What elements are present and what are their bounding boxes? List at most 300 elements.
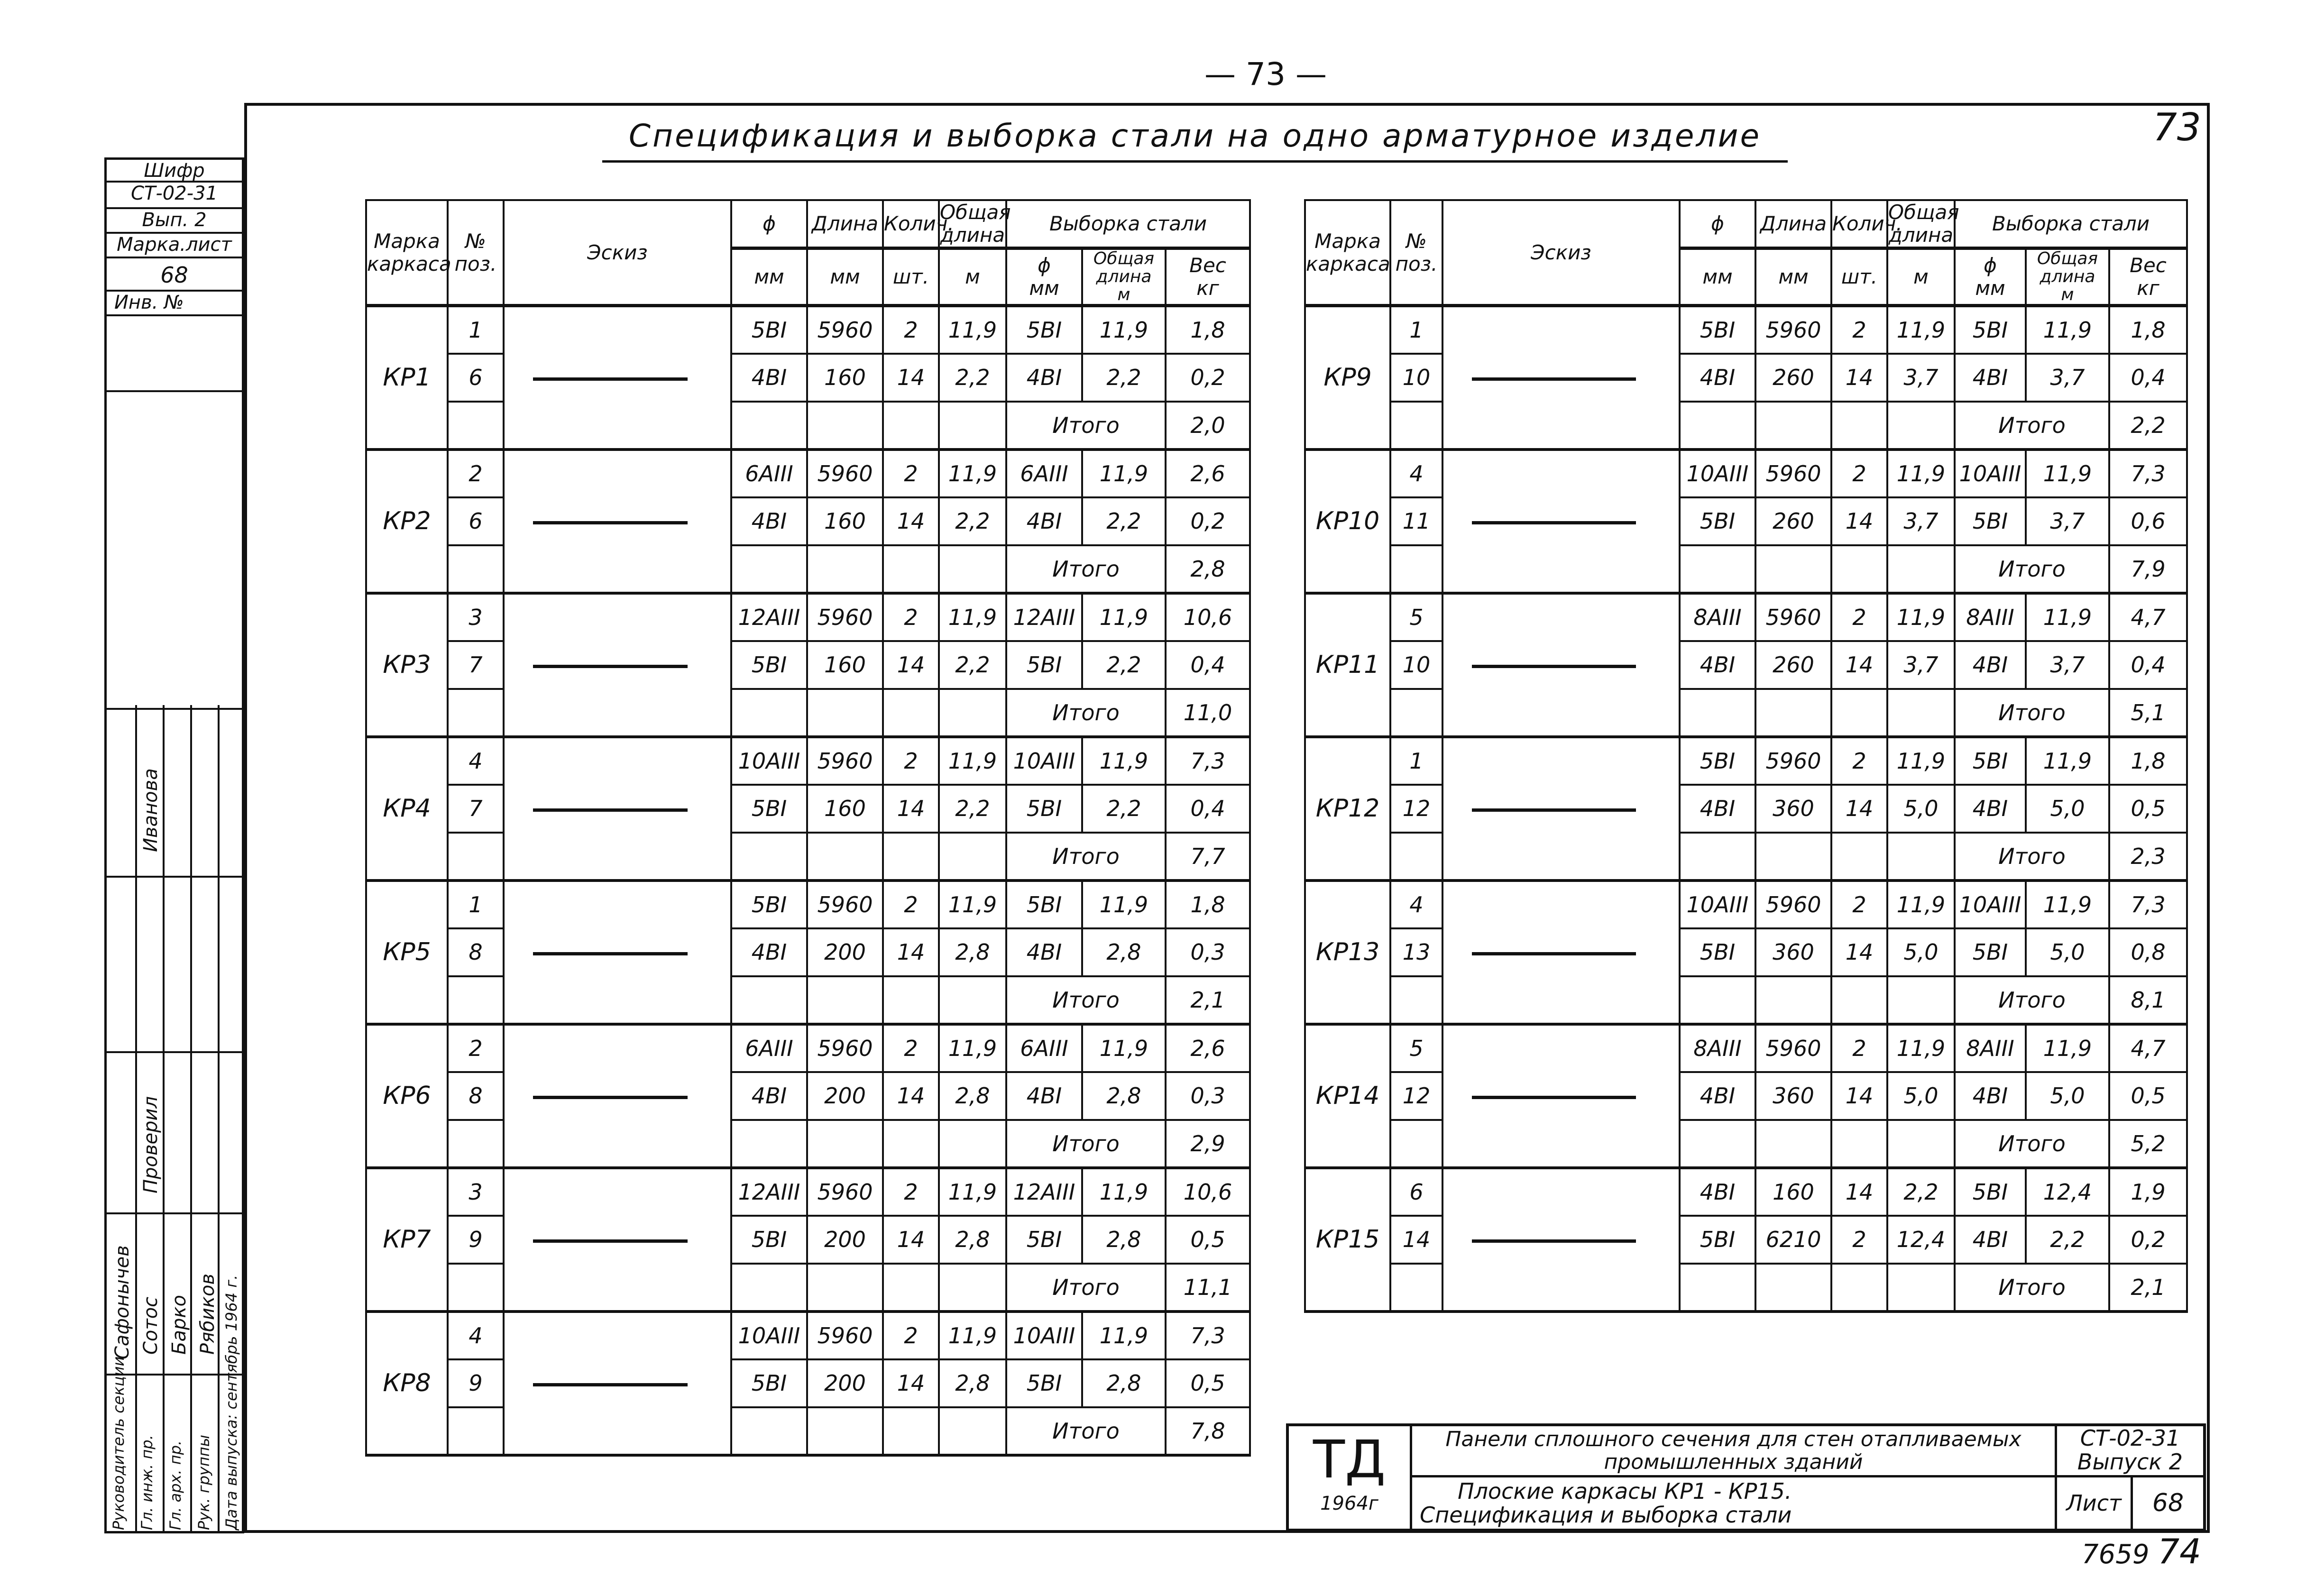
- role-4: Рук. группы: [195, 1434, 213, 1530]
- name-ryabikov: Рябиков: [197, 1273, 219, 1355]
- sel-total-length-cell: 5,0: [2026, 1072, 2109, 1120]
- empty-cell: [731, 689, 807, 737]
- table-row: [1305, 737, 2187, 785]
- phi-cell: 10АIII: [1680, 449, 1755, 497]
- total-length-cell: 5,0: [1887, 928, 1955, 976]
- qty-cell: 14: [1831, 1072, 1887, 1120]
- length-cell: 5960: [807, 449, 883, 497]
- total-label: Итого: [1955, 976, 2109, 1024]
- phi-cell: 4ВI: [1680, 785, 1755, 833]
- sketch-cell: [504, 1312, 731, 1455]
- pos-cell: 8: [448, 928, 504, 976]
- total-length-cell: 2,2: [939, 354, 1006, 402]
- empty-cell: [1680, 976, 1755, 1024]
- weight-cell: 4,7: [2109, 1024, 2187, 1072]
- rebar-sketch: [1472, 521, 1636, 524]
- side-hline-3: [107, 1212, 242, 1214]
- empty-cell: [807, 1407, 883, 1455]
- empty-cell: [731, 545, 807, 593]
- total-length-cell: 3,7: [1887, 497, 1955, 545]
- empty-cell: [448, 1120, 504, 1168]
- sketch-cell: [504, 881, 731, 1024]
- tb-sheet-label: Лист: [2057, 1477, 2133, 1529]
- qty-cell: 2: [883, 1168, 939, 1216]
- empty-cell: [883, 545, 939, 593]
- length-cell: 260: [1755, 641, 1831, 689]
- rebar-sketch: [1472, 665, 1636, 668]
- sel-phi-cell: 5ВI: [1955, 928, 2026, 976]
- logo-cell: [1289, 1426, 1412, 1529]
- frame-mark: КР15: [1305, 1168, 1390, 1312]
- length-cell: 5960: [1755, 737, 1831, 785]
- weight-cell: 1,8: [2109, 737, 2187, 785]
- length-cell: 5960: [1755, 1024, 1831, 1072]
- weight-cell: 7,3: [2109, 449, 2187, 497]
- length-cell: 260: [1755, 354, 1831, 402]
- rebar-sketch: [533, 665, 688, 668]
- length-cell: 5960: [807, 306, 883, 354]
- table-row: [1305, 1216, 2187, 1264]
- table-row: [366, 497, 1250, 545]
- length-cell: 160: [1755, 1168, 1831, 1216]
- phi-cell: 8АIII: [1680, 593, 1755, 641]
- sel-phi-cell: 5ВI: [1006, 1216, 1082, 1264]
- qty-cell: 14: [1831, 354, 1887, 402]
- total-row: [1305, 545, 2187, 593]
- qty-cell: 2: [1831, 1216, 1887, 1264]
- unit-qty: шт.: [883, 248, 939, 306]
- sel-phi-cell: 5ВI: [1955, 1168, 2026, 1216]
- qty-cell: 14: [1831, 785, 1887, 833]
- pos-cell: 8: [448, 1072, 504, 1120]
- frame-mark: КР1: [366, 306, 448, 449]
- total-weight: 7,9: [2109, 545, 2187, 593]
- page-number: — 73 —: [1204, 56, 1327, 92]
- length-cell: 5960: [1755, 881, 1831, 928]
- empty-cell: [1680, 545, 1755, 593]
- total-length-cell: 5,0: [1887, 1072, 1955, 1120]
- length-cell: 5960: [807, 1024, 883, 1072]
- empty-cell: [807, 689, 883, 737]
- total-length-cell: 11,9: [939, 1024, 1006, 1072]
- sel-phi-cell: 4ВI: [1955, 1072, 2026, 1120]
- empty-cell: [807, 976, 883, 1024]
- total-length-cell: 11,9: [939, 449, 1006, 497]
- length-cell: 6210: [1755, 1216, 1831, 1264]
- empty-cell: [883, 402, 939, 449]
- table-row: [366, 1024, 1250, 1072]
- empty-cell: [883, 833, 939, 881]
- role-2: Гл. инж. пр.: [138, 1435, 156, 1530]
- total-length-cell: 2,8: [939, 1072, 1006, 1120]
- sketch-cell: [1443, 737, 1680, 881]
- sel-totallen-unit: м: [2061, 285, 2074, 304]
- qty-cell: 2: [883, 593, 939, 641]
- phi-cell: 10АIII: [731, 1312, 807, 1359]
- total-length-cell: 2,8: [939, 1216, 1006, 1264]
- total-label: Итого: [1006, 1264, 1166, 1312]
- frame-mark: КР8: [366, 1312, 448, 1455]
- total-length-cell: 2,2: [939, 497, 1006, 545]
- weight-cell: 0,4: [1166, 785, 1250, 833]
- col-sketch-header: Эскиз: [504, 200, 731, 306]
- side-stamp: [104, 157, 244, 1533]
- role-3: Гл. арх. пр.: [166, 1440, 184, 1530]
- length-cell: 5960: [807, 737, 883, 785]
- table-row: [1305, 785, 2187, 833]
- phi-cell: 5ВI: [731, 306, 807, 354]
- length-cell: 5960: [1755, 306, 1831, 354]
- empty-cell: [1390, 1264, 1443, 1312]
- weight-cell: 0,3: [1166, 1072, 1250, 1120]
- qty-cell: 14: [883, 928, 939, 976]
- qty-cell: 14: [883, 641, 939, 689]
- pos-cell: 3: [448, 1168, 504, 1216]
- sel-phi-cell: 4ВI: [1955, 354, 2026, 402]
- sel-total-length-cell: 11,9: [1082, 881, 1166, 928]
- total-weight: 11,1: [1166, 1264, 1250, 1312]
- name-ivanova: Иванова: [140, 768, 162, 852]
- pos-cell: 7: [448, 641, 504, 689]
- qty-cell: 14: [883, 354, 939, 402]
- code-label: Шифр: [107, 160, 242, 183]
- total-length-cell: 11,9: [1887, 737, 1955, 785]
- empty-cell: [448, 689, 504, 737]
- tb-line2: Плоские каркасы КР1 - КР15.: [1458, 1478, 1792, 1504]
- tb-issue: Выпуск 2: [2077, 1449, 2183, 1475]
- rebar-sketch: [533, 1239, 688, 1243]
- rebar-sketch: [533, 1096, 688, 1099]
- sel-phi-cell: 5ВI: [1006, 641, 1082, 689]
- table-row: [366, 641, 1250, 689]
- phi-cell: 6АIII: [731, 1024, 807, 1072]
- empty-cell: [1831, 976, 1887, 1024]
- unit-qty: шт.: [1831, 248, 1887, 306]
- sel-phi-cell: 5ВI: [1955, 306, 2026, 354]
- qty-cell: 2: [1831, 881, 1887, 928]
- length-cell: 360: [1755, 785, 1831, 833]
- side-hline-2: [107, 1051, 242, 1053]
- empty-cell: [807, 545, 883, 593]
- page-title: Спецификация и выборка стали на одно арматурное изделие: [602, 118, 1788, 163]
- sel-phi-cell: 5ВI: [1006, 881, 1082, 928]
- sel-phi-cell: 6АIII: [1006, 449, 1082, 497]
- rebar-sketch: [1472, 1096, 1636, 1099]
- sel-phi-cell: 8АIII: [1955, 1024, 2026, 1072]
- empty-cell: [1680, 833, 1755, 881]
- empty-cell: [883, 1120, 939, 1168]
- empty-cell: [731, 976, 807, 1024]
- empty-cell: [939, 976, 1006, 1024]
- empty-cell: [1755, 402, 1831, 449]
- pos-cell: 12: [1390, 1072, 1443, 1120]
- mark-sheet-label: Марка.лист: [107, 234, 242, 258]
- pos-cell: 5: [1390, 593, 1443, 641]
- unit-totallen: м: [1887, 248, 1955, 306]
- side-col-3: [190, 705, 192, 1531]
- length-cell: 260: [1755, 497, 1831, 545]
- total-length-cell: 2,2: [1887, 1168, 1955, 1216]
- pos-cell: 7: [448, 785, 504, 833]
- pos-cell: 9: [448, 1216, 504, 1264]
- total-row: [366, 1264, 1250, 1312]
- table-row: [366, 449, 1250, 497]
- empty-cell: [883, 1407, 939, 1455]
- sel-phi-cell: 5ВI: [1006, 785, 1082, 833]
- table-row: [1305, 306, 2187, 354]
- sel-phi-cell: 4ВI: [1955, 641, 2026, 689]
- empty-cell: [1680, 1120, 1755, 1168]
- empty-cell: [807, 1120, 883, 1168]
- name-safonychev: Сафонычев: [111, 1245, 133, 1359]
- rebar-sketch: [1472, 808, 1636, 812]
- length-cell: 5960: [1755, 593, 1831, 641]
- pos-cell: 2: [448, 449, 504, 497]
- empty-cell: [1887, 545, 1955, 593]
- empty-cell: [731, 1407, 807, 1455]
- empty-cell: [448, 545, 504, 593]
- total-weight: 5,2: [2109, 1120, 2187, 1168]
- role-1: Руководитель секции: [110, 1356, 128, 1530]
- tb-lines: [1412, 1477, 2057, 1529]
- qty-cell: 2: [883, 1024, 939, 1072]
- tb-code: СТ-02-31: [2080, 1425, 2180, 1451]
- sel-phi-cell: 12АIII: [1006, 1168, 1082, 1216]
- side-hline-1: [107, 876, 242, 878]
- table-row: [1305, 881, 2187, 928]
- weight-cell: 0,8: [2109, 928, 2187, 976]
- empty-cell: [1831, 545, 1887, 593]
- col-mark-header: Марка каркаса: [366, 200, 448, 306]
- col-totallen-header: Общая длина: [939, 200, 1006, 248]
- sel-phi-cell: 5ВI: [1955, 737, 2026, 785]
- sel-phi-cell: 4ВI: [1006, 354, 1082, 402]
- length-cell: 160: [807, 497, 883, 545]
- frame-mark: КР3: [366, 593, 448, 737]
- weight-cell: 0,3: [1166, 928, 1250, 976]
- pos-cell: 13: [1390, 928, 1443, 976]
- empty-cell: [883, 1264, 939, 1312]
- sel-phi-cell: 6АIII: [1006, 1024, 1082, 1072]
- total-length-cell: 3,7: [1887, 641, 1955, 689]
- sel-totallen-unit: м: [1117, 285, 1130, 304]
- empty-cell: [1887, 1120, 1955, 1168]
- frame-mark: КР2: [366, 449, 448, 593]
- sel-total-length-cell: 11,9: [1082, 1168, 1166, 1216]
- empty-cell: [1755, 976, 1831, 1024]
- table-row: [366, 1359, 1250, 1407]
- total-label: Итого: [1006, 833, 1166, 881]
- total-label: Итого: [1006, 402, 1166, 449]
- footer-code-num: 7659: [2082, 1539, 2150, 1570]
- length-cell: 5960: [807, 593, 883, 641]
- qty-cell: 14: [1831, 1168, 1887, 1216]
- pos-cell: 10: [1390, 354, 1443, 402]
- total-length-cell: 11,9: [939, 737, 1006, 785]
- sel-total-length-cell: 11,9: [1082, 737, 1166, 785]
- empty-cell: [807, 833, 883, 881]
- unit-totallen: м: [939, 248, 1006, 306]
- sel-total-length-cell: 11,9: [1082, 1024, 1166, 1072]
- blank-box: [107, 392, 242, 710]
- rebar-sketch: [1472, 377, 1636, 381]
- table-row: [366, 306, 1250, 354]
- side-col-4: [218, 705, 220, 1531]
- sel-phi-cell: 5ВI: [1955, 497, 2026, 545]
- sel-total-length-cell: 2,8: [1082, 1359, 1166, 1407]
- sel-total-length-cell: 5,0: [2026, 785, 2109, 833]
- length-cell: 160: [807, 641, 883, 689]
- sel-total-length-cell: 11,9: [2026, 881, 2109, 928]
- sel-phi-cell: 5ВI: [1006, 1359, 1082, 1407]
- weight-cell: 0,5: [2109, 785, 2187, 833]
- col-phi-header: ϕ: [1680, 200, 1755, 248]
- total-label: Итого: [1955, 1264, 2109, 1312]
- role-5: Дата выпуска: сентябрь 1964 г.: [222, 1275, 240, 1530]
- sel-total-length-cell: 11,9: [1082, 1312, 1166, 1359]
- weight-cell: 0,5: [1166, 1216, 1250, 1264]
- weight-cell: 1,8: [1166, 881, 1250, 928]
- total-length-cell: 11,9: [1887, 449, 1955, 497]
- sel-phi-cell: 4ВI: [1955, 1216, 2026, 1264]
- total-length-cell: 2,2: [939, 785, 1006, 833]
- qty-cell: 14: [1831, 928, 1887, 976]
- total-label: Итого: [1955, 545, 2109, 593]
- phi-cell: 4ВI: [1680, 1072, 1755, 1120]
- pos-cell: 4: [448, 1312, 504, 1359]
- sel-total-length-cell: 11,9: [2026, 306, 2109, 354]
- total-length-cell: 11,9: [939, 881, 1006, 928]
- length-cell: 200: [807, 1216, 883, 1264]
- sel-totallen-header: [1082, 248, 1166, 306]
- sel-phi-unit: мм: [1029, 276, 1059, 300]
- total-row: [366, 1407, 1250, 1455]
- sel-total-length-cell: 3,7: [2026, 354, 2109, 402]
- total-length-cell: 11,9: [1887, 881, 1955, 928]
- col-phi-header: ϕ: [731, 200, 807, 248]
- table-row: [1305, 1024, 2187, 1072]
- unit-len: мм: [1755, 248, 1831, 306]
- empty-cell: [1887, 1264, 1955, 1312]
- sel-phi-header: [1955, 248, 2026, 306]
- empty-cell: [1755, 689, 1831, 737]
- total-length-cell: 11,9: [939, 1312, 1006, 1359]
- qty-cell: 14: [883, 1359, 939, 1407]
- empty-cell: [1390, 833, 1443, 881]
- empty-cell: [1755, 545, 1831, 593]
- tb-sheet: 68: [2152, 1489, 2184, 1517]
- empty-cell: [1887, 689, 1955, 737]
- rebar-sketch: [1472, 1239, 1636, 1243]
- empty-cell: [883, 976, 939, 1024]
- pos-cell: 1: [1390, 737, 1443, 785]
- total-row: [366, 976, 1250, 1024]
- sel-total-length-cell: 2,2: [1082, 497, 1166, 545]
- table-row: [1305, 593, 2187, 641]
- frame-mark: КР14: [1305, 1024, 1390, 1168]
- sel-total-length-cell: 11,9: [1082, 593, 1166, 641]
- pos-cell: 3: [448, 593, 504, 641]
- phi-cell: 4ВI: [731, 354, 807, 402]
- empty-cell: [1680, 1264, 1755, 1312]
- qty-cell: 2: [883, 737, 939, 785]
- rebar-sketch: [1472, 952, 1636, 955]
- total-row: [1305, 689, 2187, 737]
- empty-cell: [1390, 1120, 1443, 1168]
- sel-total-length-cell: 11,9: [2026, 737, 2109, 785]
- rebar-sketch: [533, 808, 688, 812]
- phi-cell: 5ВI: [1680, 928, 1755, 976]
- pos-cell: 1: [448, 881, 504, 928]
- sketch-cell: [1443, 1024, 1680, 1168]
- weight-cell: 0,4: [1166, 641, 1250, 689]
- empty-cell: [939, 1407, 1006, 1455]
- frame-mark: КР9: [1305, 306, 1390, 449]
- sketch-cell: [1443, 306, 1680, 449]
- sketch-cell: [504, 737, 731, 881]
- sel-phi-cell: 4ВI: [1006, 497, 1082, 545]
- empty-cell: [939, 402, 1006, 449]
- weight-cell: 2,6: [1166, 449, 1250, 497]
- sel-totallen-label: Общая длина: [1093, 249, 1155, 286]
- rebar-sketch: [533, 521, 688, 524]
- total-row: [1305, 402, 2187, 449]
- total-weight: 11,0: [1166, 689, 1250, 737]
- total-length-cell: 11,9: [939, 306, 1006, 354]
- weight-cell: 0,6: [2109, 497, 2187, 545]
- phi-cell: 5ВI: [1680, 306, 1755, 354]
- qty-cell: 2: [1831, 306, 1887, 354]
- col-len-header: Длина: [807, 200, 883, 248]
- col-qty-header: Колич.: [1831, 200, 1887, 248]
- weight-cell: 0,4: [2109, 641, 2187, 689]
- empty-cell: [939, 545, 1006, 593]
- total-weight: 2,2: [2109, 402, 2187, 449]
- sel-phi-cell: 8АIII: [1955, 593, 2026, 641]
- phi-cell: 5ВI: [1680, 1216, 1755, 1264]
- empty-cell: [939, 689, 1006, 737]
- qty-cell: 14: [883, 1072, 939, 1120]
- weight-cell: 0,2: [1166, 354, 1250, 402]
- length-cell: 5960: [807, 881, 883, 928]
- frame-mark: КР5: [366, 881, 448, 1024]
- sel-total-length-cell: 2,2: [1082, 641, 1166, 689]
- total-weight: 2,0: [1166, 402, 1250, 449]
- pos-cell: 6: [1390, 1168, 1443, 1216]
- sel-weight-unit: кг: [2137, 276, 2159, 300]
- sel-phi-label: ϕ: [1038, 254, 1051, 277]
- empty-cell: [883, 689, 939, 737]
- total-label: Итого: [1955, 1120, 2109, 1168]
- tb-code-cell: [2057, 1426, 2203, 1477]
- empty-cell: [1390, 545, 1443, 593]
- phi-cell: 5ВI: [731, 1359, 807, 1407]
- issue: Вып. 2: [107, 209, 242, 234]
- inv-label: Инв. №: [107, 292, 242, 316]
- pos-cell: 11: [1390, 497, 1443, 545]
- total-length-cell: 12,4: [1887, 1216, 1955, 1264]
- weight-cell: 4,7: [2109, 593, 2187, 641]
- weight-cell: 1,8: [2109, 306, 2187, 354]
- sel-total-length-cell: 2,2: [2026, 1216, 2109, 1264]
- total-length-cell: 11,9: [939, 1168, 1006, 1216]
- empty-cell: [1680, 402, 1755, 449]
- sel-phi-cell: 10АIII: [1955, 449, 2026, 497]
- tb-line1: Панели сплошного сечения для стен отапливаемых промышленных зданий: [1412, 1426, 2057, 1477]
- frame-mark: КР10: [1305, 449, 1390, 593]
- length-cell: 160: [807, 785, 883, 833]
- weight-cell: 0,2: [1166, 497, 1250, 545]
